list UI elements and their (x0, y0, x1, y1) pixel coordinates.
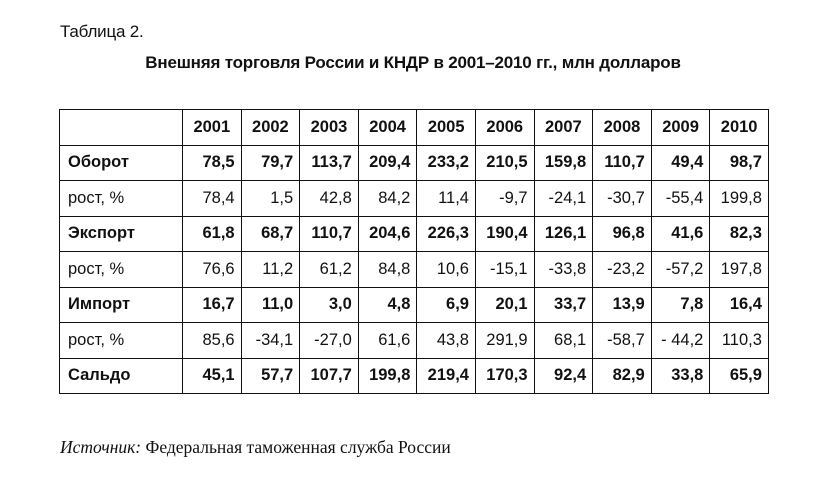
year-header: 2010 (710, 110, 769, 146)
table-cell: 33,8 (651, 358, 710, 394)
table-cell: 6,9 (417, 287, 476, 323)
trade-table (59, 109, 769, 394)
source-note (60, 437, 451, 458)
table-cell: 126,1 (534, 216, 593, 252)
table-row-turnover (60, 145, 769, 181)
table-cell: 41,6 (651, 216, 710, 252)
table-cell: -55,4 (651, 181, 710, 217)
source-text: Федеральная таможенная служба России (141, 437, 451, 457)
table-cell: 45,1 (183, 358, 242, 394)
table-cell: 49,4 (651, 145, 710, 181)
table-cell: 159,8 (534, 145, 593, 181)
table-cell: 10,6 (417, 252, 476, 288)
table-cell: -24,1 (534, 181, 593, 217)
table-cell: 82,9 (593, 358, 652, 394)
row-label: Экспорт (60, 216, 183, 252)
table-cell: 42,8 (300, 181, 359, 217)
table-cell: 11,2 (241, 252, 300, 288)
table-cell: 61,6 (358, 323, 417, 359)
table-cell: 11,0 (241, 287, 300, 323)
table-cell: 190,4 (475, 216, 534, 252)
table-cell: 233,2 (417, 145, 476, 181)
table-cell: 170,3 (475, 358, 534, 394)
table-cell: 61,2 (300, 252, 359, 288)
table-cell: 79,7 (241, 145, 300, 181)
table-cell: -33,8 (534, 252, 593, 288)
table-cell: 226,3 (417, 216, 476, 252)
table-cell: -57,2 (651, 252, 710, 288)
table-cell: 57,7 (241, 358, 300, 394)
table-cell: - 44,2 (651, 323, 710, 359)
table-row-turnover-growth (60, 181, 769, 217)
row-label: Оборот (60, 145, 183, 181)
row-label: Импорт (60, 287, 183, 323)
table-cell: 210,5 (475, 145, 534, 181)
table-cell: 1,5 (241, 181, 300, 217)
year-header: 2009 (651, 110, 710, 146)
table-cell: 16,7 (183, 287, 242, 323)
table-cell: 92,4 (534, 358, 593, 394)
table-cell: 82,3 (710, 216, 769, 252)
table-cell: 65,9 (710, 358, 769, 394)
table-cell: 68,1 (534, 323, 593, 359)
table-cell: 85,6 (183, 323, 242, 359)
source-label: Источник: (60, 437, 142, 457)
table-number-label: Таблица 2. (60, 22, 144, 41)
table-cell: -23,2 (593, 252, 652, 288)
table-cell: 96,8 (593, 216, 652, 252)
table-cell: 11,4 (417, 181, 476, 217)
table-cell: 43,8 (417, 323, 476, 359)
table-cell: 98,7 (710, 145, 769, 181)
table-cell: 84,8 (358, 252, 417, 288)
table-cell: 110,7 (593, 145, 652, 181)
row-label: рост, % (60, 181, 183, 217)
header-empty-cell (60, 110, 183, 146)
year-header: 2004 (358, 110, 417, 146)
table-row-export-growth (60, 252, 769, 288)
year-header: 2001 (183, 110, 242, 146)
table-cell: 61,8 (183, 216, 242, 252)
table-row-balance (60, 358, 769, 394)
year-header: 2005 (417, 110, 476, 146)
table-cell: 113,7 (300, 145, 359, 181)
table-cell: 209,4 (358, 145, 417, 181)
table-cell: 199,8 (710, 181, 769, 217)
table-row-import-growth (60, 323, 769, 359)
year-header: 2008 (593, 110, 652, 146)
table-cell: 16,4 (710, 287, 769, 323)
table-cell: 7,8 (651, 287, 710, 323)
table-cell: 20,1 (475, 287, 534, 323)
table-cell: 4,8 (358, 287, 417, 323)
table-cell: 219,4 (417, 358, 476, 394)
table-cell: -30,7 (593, 181, 652, 217)
table-cell: 68,7 (241, 216, 300, 252)
table-cell: 13,9 (593, 287, 652, 323)
table-row-export (60, 216, 769, 252)
table-cell: 291,9 (475, 323, 534, 359)
table-row-import (60, 287, 769, 323)
year-header: 2006 (475, 110, 534, 146)
table-header-row (60, 110, 769, 146)
table-cell: 197,8 (710, 252, 769, 288)
table-cell: -34,1 (241, 323, 300, 359)
table-title: Внешняя торговля России и КНДР в 2001–2010 гг., млн долларов (145, 53, 681, 72)
table-cell: 107,7 (300, 358, 359, 394)
year-header: 2007 (534, 110, 593, 146)
table-cell: 78,5 (183, 145, 242, 181)
year-header: 2003 (300, 110, 359, 146)
table-cell: 110,3 (710, 323, 769, 359)
table-cell: 199,8 (358, 358, 417, 394)
table-cell: -9,7 (475, 181, 534, 217)
table-cell: 84,2 (358, 181, 417, 217)
year-header: 2002 (241, 110, 300, 146)
table-cell: -27,0 (300, 323, 359, 359)
table-cell: 78,4 (183, 181, 242, 217)
table-cell: 76,6 (183, 252, 242, 288)
table-cell: -15,1 (475, 252, 534, 288)
row-label: Сальдо (60, 358, 183, 394)
table-cell: 110,7 (300, 216, 359, 252)
table-cell: 204,6 (358, 216, 417, 252)
table-cell: -58,7 (593, 323, 652, 359)
table-cell: 33,7 (534, 287, 593, 323)
row-label: рост, % (60, 323, 183, 359)
table-cell: 3,0 (300, 287, 359, 323)
row-label: рост, % (60, 252, 183, 288)
